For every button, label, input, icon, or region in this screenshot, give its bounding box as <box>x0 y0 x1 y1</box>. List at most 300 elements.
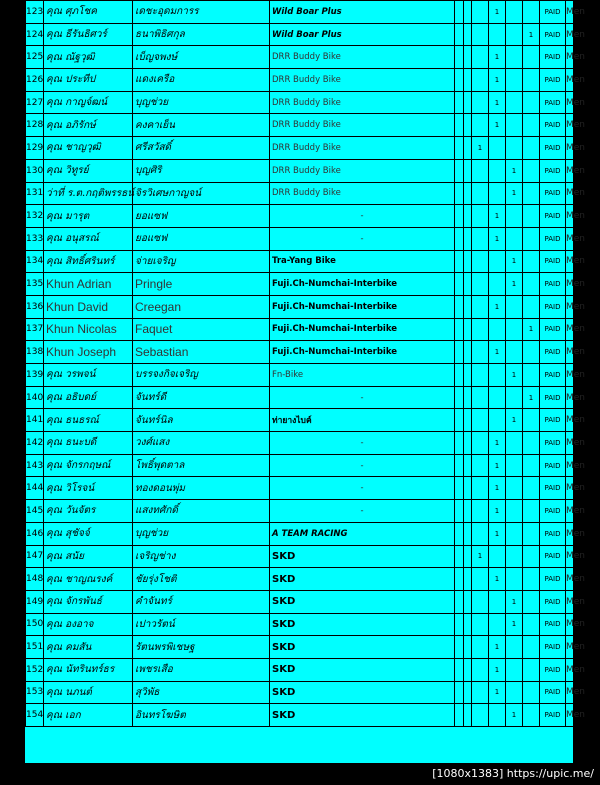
last-name: รัตนพรพิเชษฐ <box>133 636 270 659</box>
category-label: Men <box>566 114 574 137</box>
category-mark-cell <box>455 46 464 69</box>
last-name: Pringle <box>133 273 270 296</box>
table-row <box>26 205 574 228</box>
category-mark-cell <box>464 273 472 296</box>
rider-number: 131 <box>26 182 44 205</box>
table-row <box>26 182 574 205</box>
category-label: Men <box>566 227 574 250</box>
team-name: SKD <box>270 681 455 704</box>
team-name: - <box>270 500 455 523</box>
payment-status: PAID <box>540 159 566 182</box>
team-name: A TEAM RACING <box>270 522 455 545</box>
category-mark-cell: 1 <box>489 522 506 545</box>
category-mark-cell <box>506 477 523 500</box>
category-mark-cell <box>489 23 506 46</box>
category-mark-cell <box>455 227 464 250</box>
team-name: Fuji.Ch-Numchai-Interbike <box>270 295 455 318</box>
category-mark-cell <box>523 545 540 568</box>
category-label: Men <box>566 250 574 273</box>
last-name: แดงเครือ <box>133 69 270 92</box>
first-name: คุณ ชาญณรงค์ <box>44 568 133 591</box>
first-name: คุณ ศุภโชค <box>44 1 133 24</box>
table-row <box>26 386 574 409</box>
category-label: Men <box>566 500 574 523</box>
category-mark-cell <box>523 91 540 114</box>
category-mark-cell <box>455 432 464 455</box>
category-label: Men <box>566 205 574 228</box>
category-mark-cell: 1 <box>489 568 506 591</box>
category-mark-cell <box>506 522 523 545</box>
table-row <box>26 590 574 613</box>
category-mark-cell: 1 <box>506 273 523 296</box>
category-mark-cell <box>506 568 523 591</box>
payment-status: PAID <box>540 295 566 318</box>
category-mark-cell <box>472 91 489 114</box>
category-mark-cell: 1 <box>506 409 523 432</box>
category-mark-cell <box>523 205 540 228</box>
team-name: - <box>270 205 455 228</box>
rider-number: 132 <box>26 205 44 228</box>
category-mark-cell: 1 <box>506 159 523 182</box>
category-mark-cell <box>506 658 523 681</box>
category-mark-cell: 1 <box>489 114 506 137</box>
category-mark-cell <box>472 23 489 46</box>
rider-number: 151 <box>26 636 44 659</box>
category-mark-cell <box>523 409 540 432</box>
category-mark-cell <box>472 522 489 545</box>
team-name: Fn-Bike <box>270 364 455 387</box>
rider-number: 144 <box>26 477 44 500</box>
last-name: Creegan <box>133 295 270 318</box>
category-mark-cell <box>523 658 540 681</box>
category-label: Men <box>566 568 574 591</box>
first-name: คุณ ประทีป <box>44 69 133 92</box>
category-mark-cell <box>455 137 464 160</box>
category-mark-cell <box>523 227 540 250</box>
first-name: คุณ สุชัจจ์ <box>44 522 133 545</box>
category-mark-cell <box>472 114 489 137</box>
category-mark-cell: 1 <box>506 590 523 613</box>
category-mark-cell <box>455 364 464 387</box>
payment-status: PAID <box>540 681 566 704</box>
category-label: Men <box>566 1 574 24</box>
category-mark-cell: 1 <box>506 250 523 273</box>
category-mark-cell <box>472 386 489 409</box>
category-label: Men <box>566 522 574 545</box>
category-mark-cell: 1 <box>489 69 506 92</box>
category-label: Men <box>566 636 574 659</box>
category-mark-cell <box>523 636 540 659</box>
category-mark-cell <box>506 91 523 114</box>
first-name: Khun David <box>44 295 133 318</box>
table-row <box>26 636 574 659</box>
category-label: Men <box>566 704 574 727</box>
category-mark-cell <box>455 522 464 545</box>
category-mark-cell <box>455 590 464 613</box>
category-mark-cell <box>472 159 489 182</box>
category-mark-cell <box>464 545 472 568</box>
category-mark-cell <box>472 46 489 69</box>
table-row <box>26 46 574 69</box>
category-mark-cell <box>464 454 472 477</box>
payment-status: PAID <box>540 590 566 613</box>
rider-number: 142 <box>26 432 44 455</box>
category-mark-cell <box>523 522 540 545</box>
payment-status: PAID <box>540 273 566 296</box>
first-name: คุณ จักรพันธ์ <box>44 590 133 613</box>
category-mark-cell <box>472 364 489 387</box>
rider-number: 134 <box>26 250 44 273</box>
first-name: Khun Nicolas <box>44 318 133 341</box>
payment-status: PAID <box>540 545 566 568</box>
category-label: Men <box>566 681 574 704</box>
team-name: DRR Buddy Bike <box>270 69 455 92</box>
category-mark-cell <box>464 704 472 727</box>
category-mark-cell <box>472 205 489 228</box>
category-mark-cell <box>472 477 489 500</box>
team-name: SKD <box>270 568 455 591</box>
category-mark-cell <box>472 454 489 477</box>
category-mark-cell <box>506 137 523 160</box>
category-mark-cell <box>464 46 472 69</box>
rider-number: 137 <box>26 318 44 341</box>
category-mark-cell <box>506 205 523 228</box>
last-name: จันทร์นิล <box>133 409 270 432</box>
category-mark-cell <box>472 341 489 364</box>
category-mark-cell <box>455 1 464 24</box>
payment-status: PAID <box>540 205 566 228</box>
category-mark-cell <box>464 23 472 46</box>
footer-text: [1080x1383] https://upic.me/ <box>432 767 594 780</box>
rider-number: 143 <box>26 454 44 477</box>
table-row <box>26 137 574 160</box>
first-name: คุณ วิทูรย์ <box>44 159 133 182</box>
category-label: Men <box>566 477 574 500</box>
category-mark-cell <box>464 1 472 24</box>
last-name: เปาวรัตน์ <box>133 613 270 636</box>
rider-number: 126 <box>26 69 44 92</box>
category-mark-cell <box>455 159 464 182</box>
category-mark-cell <box>523 568 540 591</box>
table-row <box>26 409 574 432</box>
team-name: Wild Boar Plus <box>270 23 455 46</box>
payment-status: PAID <box>540 500 566 523</box>
category-mark-cell: 1 <box>489 636 506 659</box>
team-name: - <box>270 227 455 250</box>
payment-status: PAID <box>540 114 566 137</box>
category-mark-cell <box>455 386 464 409</box>
category-mark-cell <box>523 69 540 92</box>
table-row <box>26 545 574 568</box>
category-mark-cell <box>455 250 464 273</box>
rider-number: 129 <box>26 137 44 160</box>
category-label: Men <box>566 364 574 387</box>
category-label: Men <box>566 658 574 681</box>
rider-number: 153 <box>26 681 44 704</box>
team-name: SKD <box>270 613 455 636</box>
team-name: Tra-Yang Bike <box>270 250 455 273</box>
category-mark-cell <box>464 182 472 205</box>
rider-number: 149 <box>26 590 44 613</box>
category-mark-cell <box>455 409 464 432</box>
category-mark-cell <box>455 295 464 318</box>
rider-number: 136 <box>26 295 44 318</box>
category-mark-cell <box>506 386 523 409</box>
payment-status: PAID <box>540 658 566 681</box>
last-name: โพธิ์พุดตาล <box>133 454 270 477</box>
category-mark-cell <box>523 681 540 704</box>
payment-status: PAID <box>540 704 566 727</box>
category-mark-cell <box>464 295 472 318</box>
category-mark-cell <box>455 658 464 681</box>
category-mark-cell <box>523 477 540 500</box>
category-mark-cell <box>455 69 464 92</box>
last-name: ยอแซฟ <box>133 227 270 250</box>
first-name: คุณ จักรกฤษณ์ <box>44 454 133 477</box>
category-mark-cell <box>523 159 540 182</box>
category-mark-cell <box>464 250 472 273</box>
payment-status: PAID <box>540 454 566 477</box>
category-mark-cell <box>464 477 472 500</box>
table-row <box>26 364 574 387</box>
table-row <box>26 23 574 46</box>
category-mark-cell <box>455 545 464 568</box>
team-name: SKD <box>270 545 455 568</box>
last-name: วงศ์แสง <box>133 432 270 455</box>
rider-number: 139 <box>26 364 44 387</box>
rider-number: 150 <box>26 613 44 636</box>
last-name: บุญช่วย <box>133 522 270 545</box>
category-mark-cell: 1 <box>489 658 506 681</box>
first-name: คุณ วรพจน์ <box>44 364 133 387</box>
rider-number: 147 <box>26 545 44 568</box>
category-mark-cell <box>472 590 489 613</box>
last-name: เบ็ญจพงษ์ <box>133 46 270 69</box>
category-mark-cell <box>472 704 489 727</box>
last-name: จ่ายเจริญ <box>133 250 270 273</box>
category-mark-cell <box>489 318 506 341</box>
category-mark-cell <box>523 46 540 69</box>
table-row <box>26 704 574 727</box>
last-name: เจริญช่าง <box>133 545 270 568</box>
category-mark-cell <box>489 273 506 296</box>
category-mark-cell <box>472 568 489 591</box>
category-mark-cell <box>464 432 472 455</box>
team-name: - <box>270 386 455 409</box>
category-mark-cell <box>455 182 464 205</box>
category-mark-cell: 1 <box>489 227 506 250</box>
rider-number: 138 <box>26 341 44 364</box>
table-row <box>26 1 574 24</box>
category-mark-cell <box>455 681 464 704</box>
category-mark-cell <box>464 114 472 137</box>
payment-status: PAID <box>540 613 566 636</box>
category-mark-cell <box>523 613 540 636</box>
last-name: คงคาเย็น <box>133 114 270 137</box>
category-mark-cell <box>523 704 540 727</box>
category-label: Men <box>566 613 574 636</box>
rider-number: 152 <box>26 658 44 681</box>
category-mark-cell <box>464 500 472 523</box>
category-mark-cell <box>489 545 506 568</box>
category-mark-cell <box>489 364 506 387</box>
category-mark-cell <box>506 454 523 477</box>
team-name: - <box>270 432 455 455</box>
first-name: คุณ อนุสรณ์ <box>44 227 133 250</box>
category-mark-cell <box>472 318 489 341</box>
team-name: - <box>270 454 455 477</box>
rider-number: 145 <box>26 500 44 523</box>
category-mark-cell <box>506 341 523 364</box>
category-label: Men <box>566 341 574 364</box>
category-mark-cell <box>472 227 489 250</box>
category-mark-cell <box>455 454 464 477</box>
last-name: Faquet <box>133 318 270 341</box>
payment-status: PAID <box>540 364 566 387</box>
category-label: Men <box>566 273 574 296</box>
category-label: Men <box>566 454 574 477</box>
table-row <box>26 613 574 636</box>
last-name: บุญศิริ <box>133 159 270 182</box>
team-name: DRR Buddy Bike <box>270 137 455 160</box>
category-mark-cell: 1 <box>506 704 523 727</box>
first-name: คุณ ณัฐวุฒิ <box>44 46 133 69</box>
category-mark-cell <box>506 1 523 24</box>
last-name: บรรจงกิจเจริญ <box>133 364 270 387</box>
payment-status: PAID <box>540 91 566 114</box>
category-label: Men <box>566 46 574 69</box>
category-mark-cell <box>455 273 464 296</box>
rider-number: 154 <box>26 704 44 727</box>
table-row <box>26 318 574 341</box>
last-name: ศรีสวัสดิ์ <box>133 137 270 160</box>
category-mark-cell <box>455 318 464 341</box>
table-row <box>26 273 574 296</box>
category-mark-cell <box>506 46 523 69</box>
table-row <box>26 500 574 523</box>
rider-number: 124 <box>26 23 44 46</box>
category-mark-cell <box>489 613 506 636</box>
first-name: คุณ วันจัตร <box>44 500 133 523</box>
category-mark-cell <box>472 681 489 704</box>
category-mark-cell <box>506 295 523 318</box>
category-label: Men <box>566 69 574 92</box>
category-mark-cell <box>523 114 540 137</box>
category-mark-cell <box>455 477 464 500</box>
category-mark-cell <box>506 681 523 704</box>
first-name: คุณ ธนธรณ์ <box>44 409 133 432</box>
first-name: คุณ กาญจ์ฒน์ <box>44 91 133 114</box>
first-name: คุณ ธนะบดี <box>44 432 133 455</box>
category-mark-cell <box>506 227 523 250</box>
team-name: DRR Buddy Bike <box>270 91 455 114</box>
payment-status: PAID <box>540 409 566 432</box>
category-mark-cell <box>455 341 464 364</box>
payment-status: PAID <box>540 23 566 46</box>
last-name: เดชะอุดมการร <box>133 1 270 24</box>
category-mark-cell <box>464 658 472 681</box>
category-mark-cell <box>523 273 540 296</box>
rider-number: 133 <box>26 227 44 250</box>
category-mark-cell: 1 <box>506 182 523 205</box>
table-row <box>26 681 574 704</box>
payment-status: PAID <box>540 386 566 409</box>
first-name: คุณ วิโรจน์ <box>44 477 133 500</box>
category-mark-cell: 1 <box>489 341 506 364</box>
team-name: Fuji.Ch-Numchai-Interbike <box>270 341 455 364</box>
category-label: Men <box>566 159 574 182</box>
category-mark-cell <box>489 409 506 432</box>
category-mark-cell <box>523 1 540 24</box>
category-label: Men <box>566 409 574 432</box>
table-row <box>26 227 574 250</box>
rider-number: 146 <box>26 522 44 545</box>
category-label: Men <box>566 295 574 318</box>
table-row <box>26 114 574 137</box>
category-mark-cell: 1 <box>523 386 540 409</box>
first-name: คุณ นัทรินทร์ธร <box>44 658 133 681</box>
table-row <box>26 432 574 455</box>
payment-status: PAID <box>540 318 566 341</box>
category-mark-cell <box>455 114 464 137</box>
category-mark-cell <box>506 114 523 137</box>
category-mark-cell: 1 <box>489 477 506 500</box>
category-label: Men <box>566 91 574 114</box>
table-row <box>26 477 574 500</box>
payment-status: PAID <box>540 182 566 205</box>
category-mark-cell <box>455 568 464 591</box>
payment-status: PAID <box>540 636 566 659</box>
rider-number: 135 <box>26 273 44 296</box>
team-name: SKD <box>270 658 455 681</box>
category-mark-cell <box>455 500 464 523</box>
payment-status: PAID <box>540 69 566 92</box>
category-mark-cell: 1 <box>523 23 540 46</box>
category-label: Men <box>566 23 574 46</box>
rider-number: 128 <box>26 114 44 137</box>
table-row <box>26 341 574 364</box>
last-name: เพชรเสือ <box>133 658 270 681</box>
footer-bar <box>0 763 600 785</box>
category-mark-cell: 1 <box>489 454 506 477</box>
first-name: คุณ สนัย <box>44 545 133 568</box>
category-mark-cell <box>464 69 472 92</box>
category-mark-cell <box>472 636 489 659</box>
category-mark-cell: 1 <box>489 295 506 318</box>
last-name: สุวิพัธ <box>133 681 270 704</box>
team-name: DRR Buddy Bike <box>270 159 455 182</box>
category-label: Men <box>566 386 574 409</box>
category-mark-cell <box>464 137 472 160</box>
category-mark-cell <box>464 568 472 591</box>
payment-status: PAID <box>540 568 566 591</box>
category-mark-cell: 1 <box>489 1 506 24</box>
category-mark-cell <box>472 69 489 92</box>
category-mark-cell <box>472 295 489 318</box>
first-name: คุณ นภนต์ <box>44 681 133 704</box>
category-mark-cell <box>472 432 489 455</box>
table-row <box>26 295 574 318</box>
first-name: Khun Joseph <box>44 341 133 364</box>
team-name: Fuji.Ch-Numchai-Interbike <box>270 318 455 341</box>
table-row <box>26 250 574 273</box>
category-mark-cell: 1 <box>523 318 540 341</box>
category-mark-cell: 1 <box>472 545 489 568</box>
registration-sheet <box>25 0 586 763</box>
first-name: คุณ ชาญวุฒิ <box>44 137 133 160</box>
rider-number: 130 <box>26 159 44 182</box>
payment-status: PAID <box>540 1 566 24</box>
